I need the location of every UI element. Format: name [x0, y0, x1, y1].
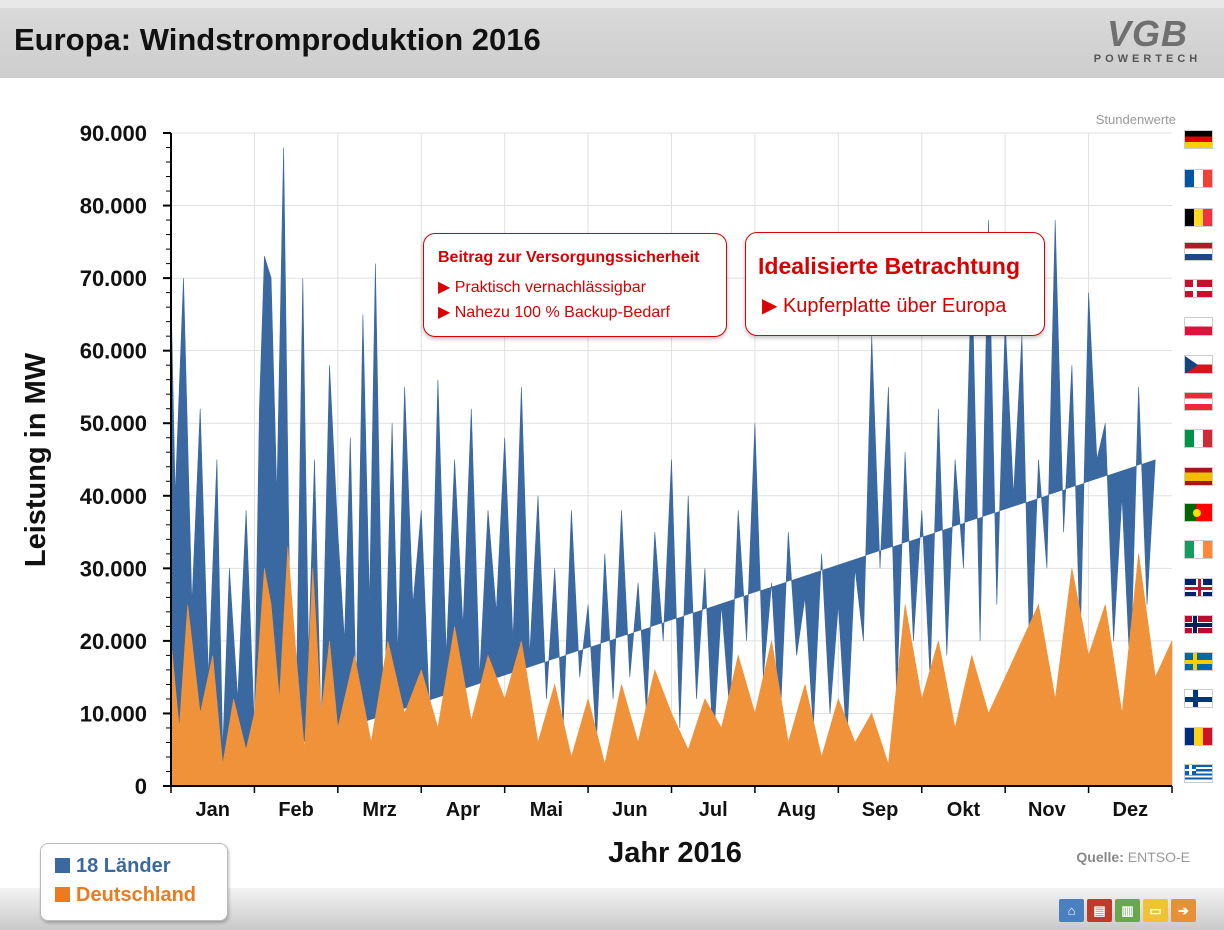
logo-sub-text: POWERTECH: [1093, 53, 1202, 65]
x-tick-label: Sep: [861, 799, 899, 821]
legend-swatch: [55, 887, 70, 902]
legend-label: 18 Länder: [76, 855, 171, 877]
callout-left-title: Beitrag zur Versorgungssicherheit: [438, 249, 700, 266]
legend-item-deutschland: [55, 884, 196, 907]
callout-versorgungssicherheit: [423, 233, 727, 337]
y-axis-title: Leistung in MW: [20, 352, 52, 568]
nav-save-icon[interactable]: ▤: [1087, 899, 1112, 922]
y-tick-label: 20.000: [79, 628, 147, 654]
flag-finland-icon: [1184, 689, 1213, 708]
vgb-logo: [1085, 13, 1210, 70]
y-tick-label: 0: [134, 774, 147, 799]
x-tick-label: Jun: [612, 799, 648, 821]
source-label: Quelle:: [1076, 849, 1124, 865]
y-tick-label: 70.000: [79, 266, 147, 292]
flag-romania-icon: [1184, 727, 1213, 746]
nav-folder-icon[interactable]: ▭: [1143, 899, 1168, 922]
y-tick-label: 80.000: [79, 193, 147, 219]
callout-left-item-text: Nahezu 100 % Backup-Bedarf: [454, 304, 670, 321]
x-axis-title: Jahr 2016: [608, 837, 742, 869]
y-tick-label: 40.000: [79, 483, 147, 509]
flag-italy-icon: [1184, 429, 1213, 448]
flag-germany-icon: [1184, 130, 1213, 149]
flag-portugal-icon: [1184, 503, 1213, 522]
flag-poland-icon: [1184, 317, 1213, 336]
nav-home-icon[interactable]: ⌂: [1059, 899, 1084, 922]
footer-nav: [1059, 899, 1199, 922]
flag-france-icon: [1184, 169, 1213, 188]
callout-right-title: Idealisierte Betrachtung: [758, 253, 1021, 279]
flag-norway-icon: [1184, 615, 1213, 634]
callout-right-item: ▶ Kupferplatte über Europa: [762, 295, 1007, 317]
nav-exit-icon[interactable]: ➔: [1171, 899, 1196, 922]
chart-legend: [40, 843, 228, 921]
legend-label: Deutschland: [76, 884, 197, 906]
nav-chart-icon[interactable]: ▥: [1115, 899, 1140, 922]
legend-item-18-laender: [55, 855, 170, 878]
y-tick-label: 30.000: [79, 556, 147, 582]
y-tick-label: 50.000: [79, 411, 147, 437]
flag-united-kingdom-icon: [1184, 578, 1213, 597]
y-tick-label: 10.000: [79, 701, 147, 727]
flag-sweden-icon: [1184, 652, 1213, 671]
callout-left-item: ▶ Praktisch vernachlässigbar: [438, 279, 646, 296]
x-tick-label: Feb: [278, 799, 314, 821]
interval-note: Stundenwerte: [1095, 112, 1176, 127]
x-tick-label: Jul: [698, 799, 728, 821]
x-tick-label: Apr: [445, 799, 481, 821]
legend-swatch: [55, 858, 70, 873]
flag-czech-republic-icon: [1184, 355, 1213, 374]
y-tick-label: 60.000: [79, 338, 147, 364]
callout-left-item: ▶ Nahezu 100 % Backup-Bedarf: [438, 304, 670, 321]
source-value: ENTSO-E: [1127, 849, 1190, 865]
page-title: Europa: Windstromproduktion 2016: [14, 22, 541, 57]
y-tick-label: 90.000: [79, 121, 147, 146]
callout-left-item-text: Praktisch vernachlässigbar: [454, 279, 646, 296]
flag-ireland-icon: [1184, 540, 1213, 559]
x-tick-label: Mrz: [362, 799, 397, 821]
flag-belgium-icon: [1184, 208, 1213, 227]
top-strip: [0, 0, 1224, 8]
x-tick-label: Jan: [195, 799, 230, 821]
wind-power-chart: [0, 100, 1224, 880]
source-note: [1000, 849, 1190, 865]
flag-spain-icon: [1184, 467, 1213, 486]
x-tick-label: Mai: [529, 799, 564, 821]
callout-idealisierte-betrachtung: [745, 232, 1045, 336]
callout-right-item-text: Kupferplatte über Europa: [782, 295, 1007, 317]
flag-austria-icon: [1184, 392, 1213, 411]
x-tick-label: Aug: [777, 799, 817, 821]
flag-greece-icon: [1184, 764, 1213, 783]
x-tick-label: Okt: [946, 799, 981, 821]
x-tick-label: Dez: [1112, 799, 1149, 821]
logo-main-text: VGB: [1106, 13, 1188, 54]
flag-netherlands-icon: [1184, 242, 1213, 261]
x-tick-label: Nov: [1027, 799, 1066, 821]
flag-denmark-icon: [1184, 279, 1213, 298]
